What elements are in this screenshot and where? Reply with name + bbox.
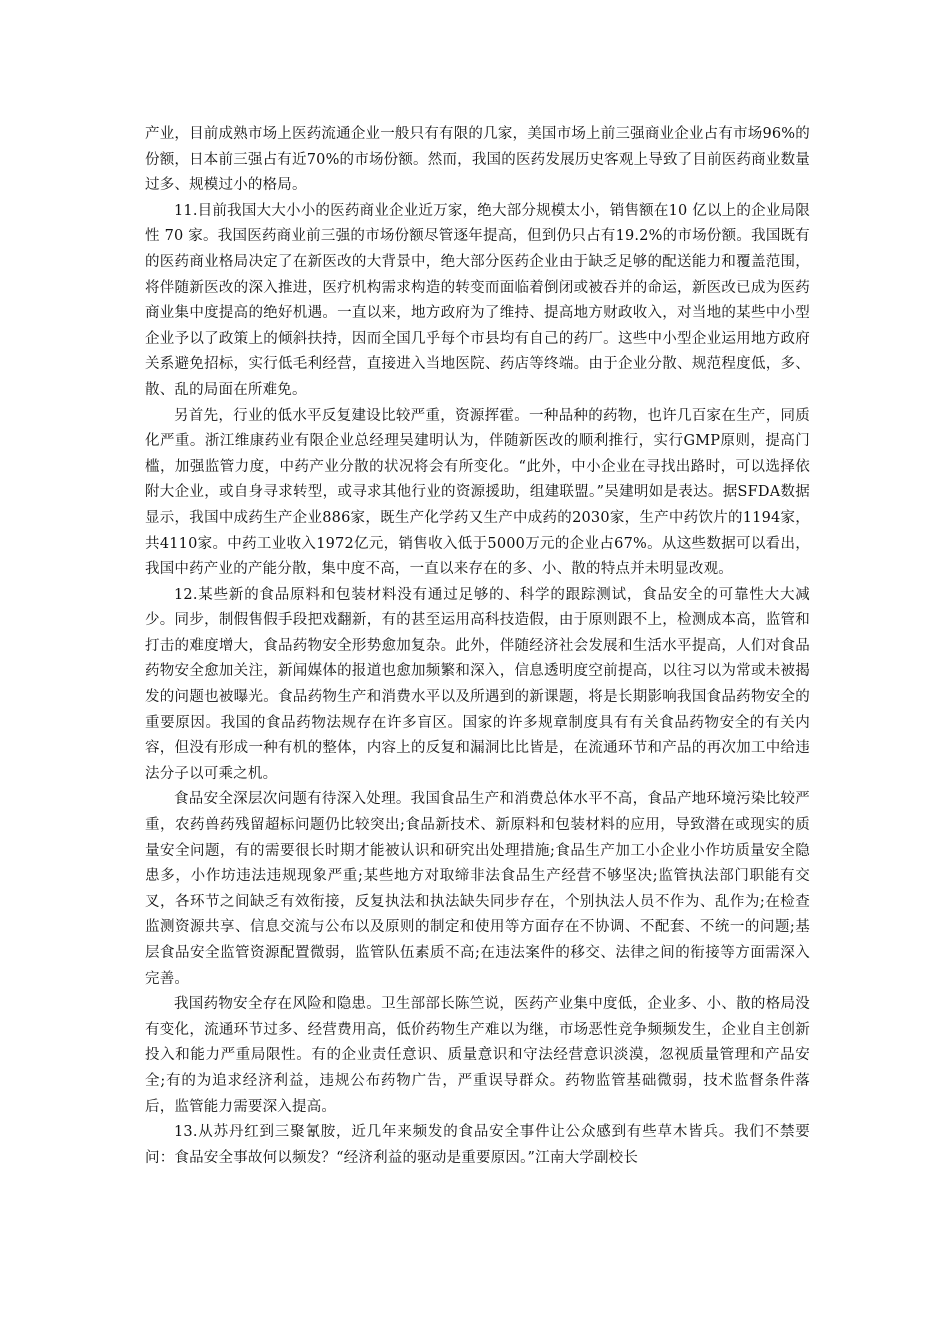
paragraph-food-safety-issues: 食品安全深层次问题有待深入处理。我国食品生产和消费总体水平不高，食品产地环境污染比较严重，农药兽药残留超标问题仍比较突出;食品新技术、新原料和包装材料的应用，导致潜在或现实的质量安全问题，有的需要很长时期才能被认识和研究出处理措施;食品生产加工小企业小作坊质量安全隐患多，小作坊违法违规现象严重;某些地方对取缔非法食品生产经营不够坚决;监管执法部门职能有交叉，各环节之间缺乏有效衔接，反复执法和执法缺失同步存在，个别执法人员不作为、乱作为;在检查监测资源共享、信息交流与公布以及原则的制定和使用等方面存在不协调、不配套、不统一的问题;基层食品安全监管资源配置微弱，监管队伍素质不高;在违法案件的移交、法律之间的衔接等方面需深入完善。 [145,791,810,987]
document-page [145,122,810,1171]
paragraph-12: 12.某些新的食品原料和包装材料没有通过足够的、科学的跟踪测试，食品安全的可靠性大大减少。同步，制假售假手段把戏翻新，有的甚至运用高科技造假，由于原则跟不上，检测成本高，监管和打击的难度增大，食品药物安全形势愈加复杂。此外，伴随经济社会发展和生活水平提高，人们对食品药物安全愈加关注，新闻媒体的报道也愈加频繁和深入，信息透明度空前提高，以往习以为常或未被揭发的问题也被曝光。食品药物生产和消费水平以及所遇到的新课题，将是长期影响我国食品药物安全的重要原因。我国的食品药物法规存在许多盲区。国家的许多规章制度具有有关食品药物安全的有关内容，但没有形成一种有机的整体，内容上的反复和漏洞比比皆是，在流通环节和产品的再次加工中给违法分子以可乘之机。 [145,586,810,782]
paragraph-tcm-industry: 另首先，行业的低水平反复建设比较严重，资源挥霍。一种品种的药物，也许几百家在生产，同质化严重。浙江维康药业有限企业总经理吴建明认为，伴随新医改的顺利推行，实行GMP原则，提高门槛，加强监管力度，中药产业分散的状况将会有所变化。“此外，中小企业在寻找出路时，可以选择依附大企业，或自身寻求转型，或寻求其他行业的资源援助，组建联盟。”吴建明如是表达。据SFDA数据显示，我国中成药生产企业886家，既生产化学药又生产中成药的2030家，生产中药饮片的1194家，共4110家。中药工业收入1972亿元，销售收入低于5000万元的企业占67%。从这些数据可以看出，我国中药产业的产能分散，集中度不高，一直以来存在的多、小、散的特点并未明显改观。 [145,407,810,578]
paragraph-13: 13.从苏丹红到三聚氰胺，近几年来频发的食品安全事件让公众感到有些草木皆兵。我们不禁要问：食品安全事故何以频发？“经济利益的驱动是重要原因。”江南大学副校长 [145,1124,810,1166]
paragraph-1-continuation: 产业，目前成熟市场上医药流通企业一般只有有限的几家，美国市场上前三强商业企业占有市场96%的份额，日本前三强占有近70%的市场份额。然而，我国的医药发展历史客观上导致了目前医药商业数量过多、规模过小的格局。 [145,126,810,194]
paragraph-11: 11.目前我国大大小小的医药商业企业近万家，绝大部分规模太小，销售额在10 亿以上的企业局限性 70 家。我国医药商业前三强的市场份额尽管逐年提高，但到仍只占有19.2%的市场份额。我国既有的医药商业格局决定了在新医改的大背景中，绝大部分医药企业由于缺乏足够的配送能力和覆盖范围，将伴随新医改的深入推进，医疗机构需求构造的转变而面临着倒闭或被吞并的命运，新医改已成为医药商业集中度提高的绝好机遇。一直以来，地方政府为了维持、提高地方财政收入，对当地的某些中小型企业予以了政策上的倾斜扶持，因而全国几乎每个市县均有自己的药厂。这些中小型企业运用地方政府关系避免招标，实行低毛利经营，直接进入当地医院、药店等终端。由于企业分散、规范程度低，多、散、乱的局面在所难免。 [145,202,810,398]
paragraph-drug-safety-risks: 我国药物安全存在风险和隐患。卫生部部长陈竺说，医药产业集中度低，企业多、小、散的格局没有变化，流通环节过多、经营费用高，低价药物生产难以为继，市场恶性竞争频频发生，企业自主创新投入和能力严重局限性。有的企业责任意识、质量意识和守法经营意识淡漠，忽视质量管理和产品安全;有的为追求经济利益，违规公布药物广告，严重误导群众。药物监管基础微弱，技术监督条件落后，监管能力需要深入提高。 [145,996,810,1115]
